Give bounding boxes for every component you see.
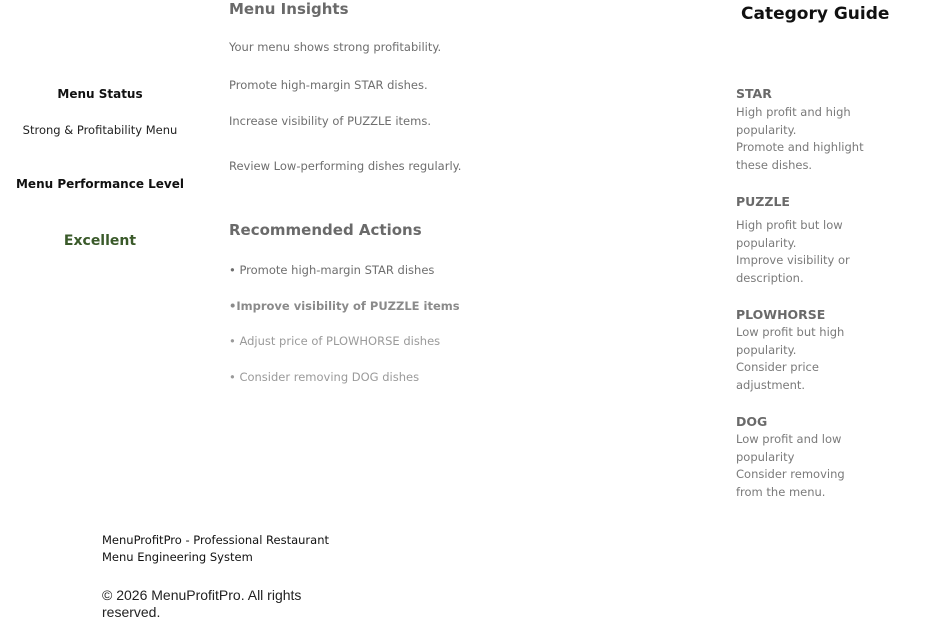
category-description-line: Consider price adjustment. [736, 360, 819, 392]
category-plowhorse-name: PLOWHORSE [736, 307, 826, 322]
category-puzzle-description [736, 217, 866, 287]
category-plowhorse-description [736, 324, 866, 394]
menu-performance-label: Menu Performance Level [15, 177, 184, 191]
insight-item: Review Low-performing dishes regularly. [229, 159, 462, 173]
category-description-line: High profit and high popularity. [736, 105, 851, 137]
category-dog-description [736, 431, 866, 501]
category-description-line: Low profit and low popularity [736, 432, 842, 464]
insight-item: Increase visibility of PUZZLE items. [229, 114, 431, 128]
category-description-line: Improve visibility or description. [736, 253, 850, 285]
category-star-description [736, 104, 866, 174]
category-description-line: Low profit but high popularity. [736, 325, 845, 357]
category-star-name: STAR [736, 86, 772, 101]
category-puzzle-name: PUZZLE [736, 194, 790, 209]
action-item: • Adjust price of PLOWHORSE dishes [229, 334, 441, 348]
menu-performance-value: Excellent [63, 233, 137, 249]
footer-copyright: © 2026 MenuProfitPro. All rights reserved. [102, 587, 302, 620]
category-description-line: High profit but low popularity. [736, 218, 843, 250]
insight-item: Your menu shows strong profitability. [229, 40, 442, 54]
action-item: • Consider removing DOG dishes [229, 370, 420, 384]
menu-status-label: Menu Status [57, 87, 143, 101]
insight-item: Promote high-margin STAR dishes. [229, 78, 428, 92]
action-item: •Improve visibility of PUZZLE items [229, 299, 460, 313]
footer-tagline: MenuProfitPro - Professional Restaurant Menu Engineering System [102, 533, 330, 564]
menu-insights-title: Menu Insights [229, 0, 349, 18]
category-description-line: Promote and highlight these dishes. [736, 140, 864, 172]
action-item: • Promote high-margin STAR dishes [229, 263, 435, 277]
category-description-line: Consider removing from the menu. [736, 467, 845, 499]
category-dog-name: DOG [736, 414, 768, 429]
recommended-actions-title: Recommended Actions [229, 221, 422, 239]
category-guide-title: Category Guide [741, 4, 890, 24]
menu-status-value: Strong & Profitability Menu [22, 123, 178, 137]
